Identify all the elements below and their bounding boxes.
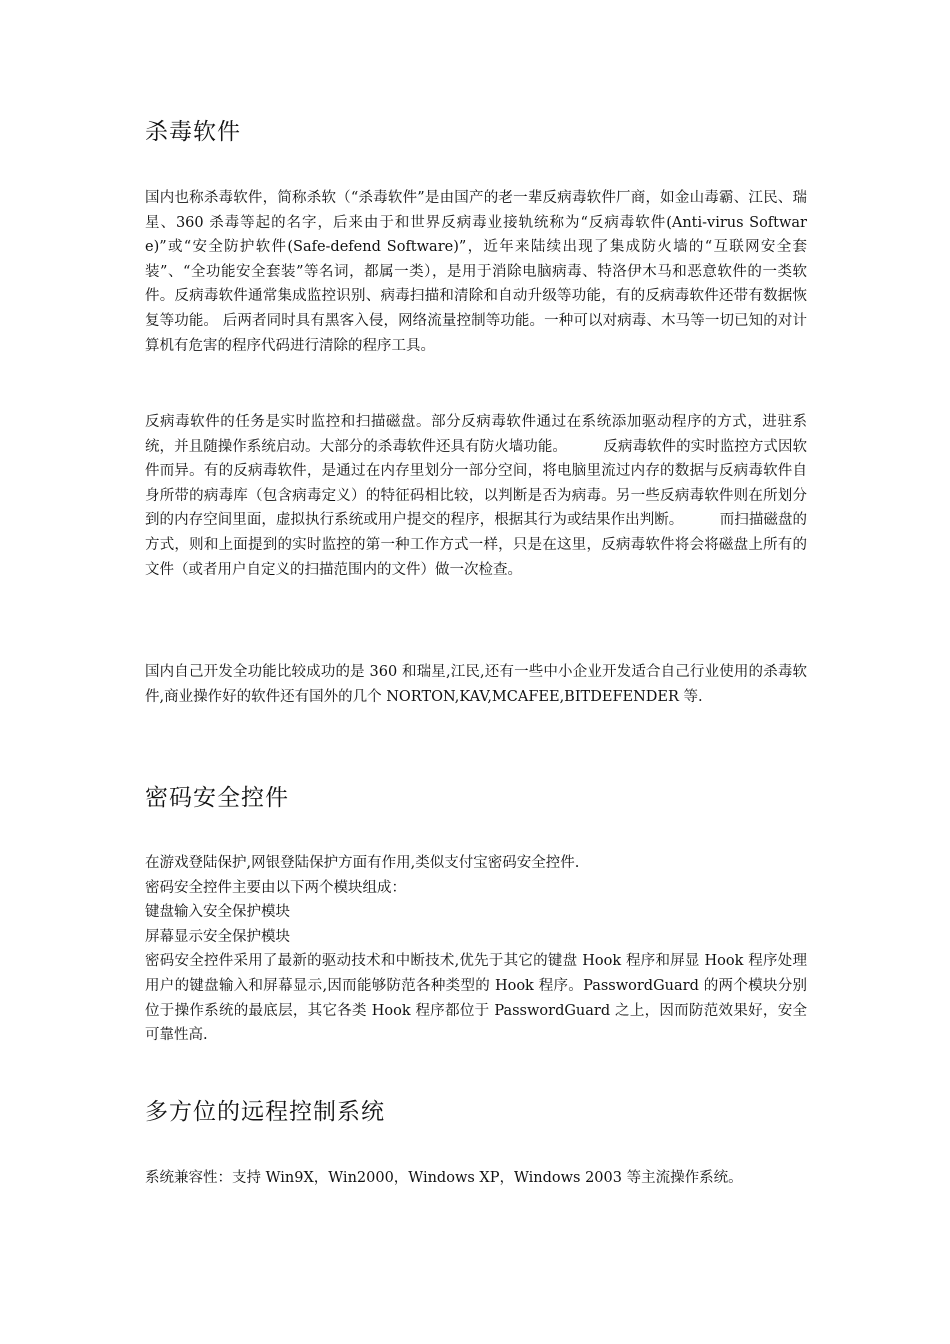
section-heading-antivirus: 杀毒软件 xyxy=(145,119,241,145)
paragraph-antivirus-intro: 国内也称杀毒软件，简称杀软（“杀毒软件”是由国产的老一辈反病毒软件厂商，如金山毒霸、江民、瑞星、360 杀毒等起的名字，后来由于和世界反病毒业接轨统称为“反病毒软件(Anti-virus Software)”或“安全防护软件(Safe-defend Software)”，近年来陆续出现了集成防火墙的“互联网安全套装”、“全功能安全套装”等名词，都属一类），是用于消除电脑病毒、特洛伊木马和恶意软件的一类软件。反病毒软件通常集成监控识别、病毒扫描和清除和自动升级等功能，有的反病毒软件还带有数据恢复等功能。 后两者同时具有黑客入侵，网络流量控制等功能。一种可以对病毒、木马等一切已知的对计算机有危害的程序代码进行清除的程序工具。 xyxy=(145,190,807,354)
paragraph-remote-control-compat: 系统兼容性：支持 Win9X，Win2000，Windows XP，Windows 2003 等主流操作系统。 xyxy=(145,1170,743,1186)
password-control-line-1: 在游戏登陆保护,网银登陆保护方面有作用,类似支付宝密码安全控件. xyxy=(145,855,580,871)
password-control-line-4: 屏幕显示安全保护模块 xyxy=(145,928,290,945)
section-heading-remote-control: 多方位的远程控制系统 xyxy=(145,1099,385,1125)
section-heading-password-control: 密码安全控件 xyxy=(145,785,289,811)
paragraph-antivirus-monitoring: 反病毒软件的任务是实时监控和扫描磁盘。部分反病毒软件通过在系统添加驱动程序的方式，进驻系统，并且随操作系统启动。大部分的杀毒软件还具有防火墙功能。 反病毒软件的实时监控方式因软件而异。有的反病毒软件，是通过在内存里划分一部分空间，将电脑里流过内存的数据与反病毒软件自身所带的病毒库（包含病毒定义）的特征码相比较，以判断是否为病毒。另一些反病毒软件则在所划分到的内存空间里面，虚拟执行系统或用户提交的程序，根据其行为或结果作出判断。 而扫描磁盘的方式，则和上面提到的实时监控的第一种工作方式一样，只是在这里，反病毒软件将会将磁盘上所有的文件（或者用户自定义的扫描范围内的文件）做一次检查。 xyxy=(145,414,807,578)
paragraph-password-control-detail: 密码安全控件采用了最新的驱动技术和中断技术,优先于其它的键盘 Hook 程序和屏显 Hook 程序处理用户的键盘输入和屏幕显示,因而能够防范各种类型的 Hook 程序。PasswordGuard 的两个模块分别位于操作系统的最底层，其它各类 Hook 程序都位于 PasswordGuard 之上，因而防范效果好，安全可靠性高. xyxy=(145,953,807,1044)
password-control-content xyxy=(145,851,807,1048)
password-control-line-3: 键盘输入安全保护模块 xyxy=(145,904,290,921)
password-control-line-2: 密码安全控件主要由以下两个模块组成： xyxy=(145,879,406,896)
paragraph-antivirus-vendors: 国内自己开发全功能比较成功的是 360 和瑞星,江民,还有一些中小企业开发适合自己行业使用的杀毒软件,商业操作好的软件还有国外的几个 NORTON,KAV,MCAFEE,BITDEFENDER 等. xyxy=(145,664,807,705)
